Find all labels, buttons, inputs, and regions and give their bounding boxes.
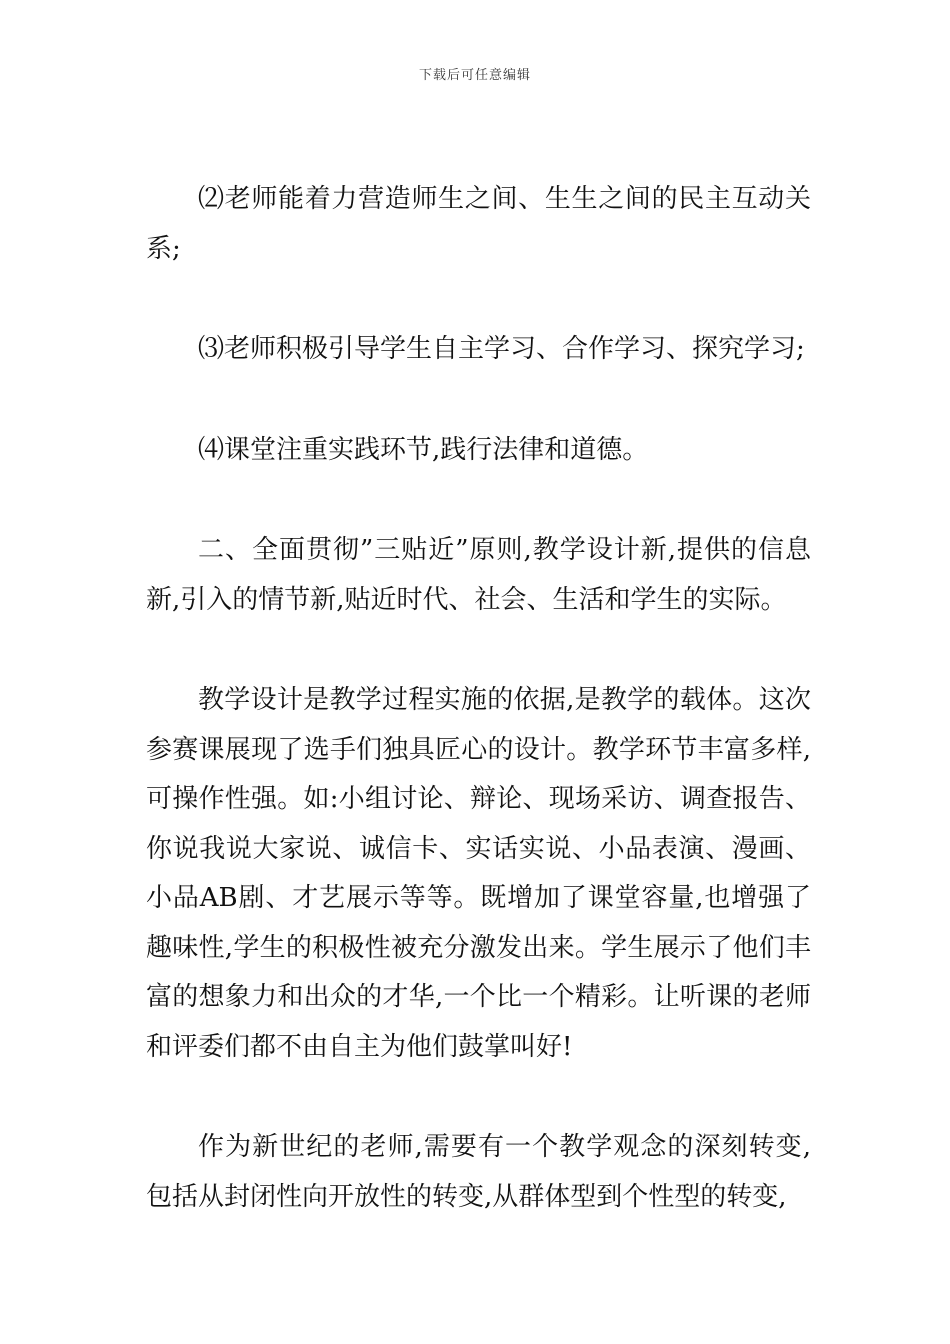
paragraph-item-4: ⑷课堂注重实践环节,践行法律和道德。	[198, 434, 649, 465]
section-heading-paragraph: 二、全面贯彻”三贴近”原则,教学设计新,提供的信息新,引入的情节新,贴近时代、社会、生活和学生的实际。	[146, 535, 811, 615]
paragraph-item-3: ⑶老师积极引导学生自主学习、合作学习、探究学习;	[198, 334, 805, 364]
page-header: 下载后可任意编辑	[418, 68, 531, 83]
document-body	[146, 175, 811, 1222]
body-paragraph: 作为新世纪的老师,需要有一个教学观念的深刻转变,包括从封闭性向开放性的转变,从群体型到个性型的转变,	[146, 1132, 811, 1212]
paragraph-item-2: ⑵老师能着力营造师生之间、生生之间的民主互动关系;	[146, 184, 811, 264]
body-paragraph: 教学设计是教学过程实施的依据,是教学的载体。这次参赛课展现了选手们独具匠心的设计。教学环节丰富多样,可操作性强。如:小组讨论、辩论、现场采访、调查报告、你说我说大家说、诚信卡、实话实说、小品表演、漫画、小品AB剧、才艺展示等等。既增加了课堂容量,也增强了趣味性,学生的积极性被充分激发出来。学生展示了他们丰富的想象力和出众的才华,一个比一个精彩。让听课的老师和评委们都不由自主为他们鼓掌叫好!	[146, 685, 811, 1062]
